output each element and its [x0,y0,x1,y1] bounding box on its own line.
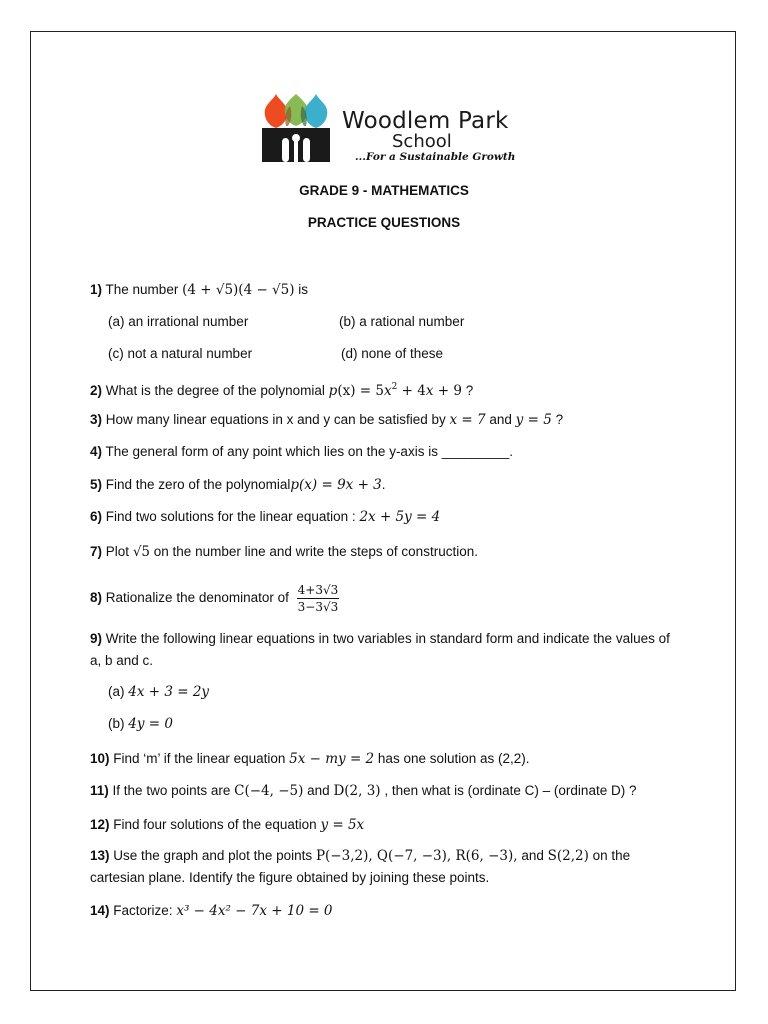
question-number: 9) [90,631,103,646]
question-number: 2) [90,383,103,398]
question-number: 4) [90,444,103,459]
option-d: (d) none of these [341,346,444,361]
math-expression: P(−3,2), Q(−7, −3), R(6, −3), [315,848,518,864]
grade-title: GRADE 9 - MATHEMATICS [299,183,469,198]
math-expression: √5 [132,544,151,560]
question-11 [90,780,680,802]
question-text: Find ‘m’ if the linear equation [113,751,286,766]
question-text: , then what is (ordinate C) – (ordinate D) ? [384,783,637,798]
question-9 [90,628,680,672]
question-text: Find the zero of the polynomial [105,477,291,492]
math-expression: (4 + √5)(4 − √5) [182,282,295,298]
question-2 [90,376,680,402]
question-text: is [298,282,309,297]
math-expression: D(2, 3) [333,783,381,799]
question-6 [90,506,680,528]
question-1 [90,279,680,301]
question-number: 6) [90,509,103,524]
option-b: (b) a rational number [339,314,465,329]
question-text: Factorize: [113,903,173,918]
question-5 [90,474,680,496]
practice-title: PRACTICE QUESTIONS [307,215,461,230]
math-expression: 5x − my = 2 [289,751,375,767]
question-text: on the cartesian plane. Identify the figure obtained by joining these points. [90,848,631,885]
equation-b: (b) 4y = 0 [108,716,173,732]
question-text: and [307,783,330,798]
question-12 [90,814,680,836]
option-c: (c) not a natural number [108,346,253,361]
question-text: What is the degree of the polynomial [105,383,325,398]
school-tagline: ...For a Sustainable Growth [355,151,516,163]
question-text: Find four solutions of the equation [113,817,317,832]
question-text: Plot [105,544,130,559]
question-3 [90,409,680,431]
question-number: 7) [90,544,103,559]
question-number: 12) [90,817,110,832]
question-8 [90,580,680,616]
question-number: 8) [90,590,103,605]
question-text: and [521,848,544,863]
question-number: 5) [90,477,103,492]
option-a: (a) an irrational number [108,314,249,329]
fraction [297,582,340,615]
question-text: ? [465,383,474,398]
school-logo [262,94,522,166]
question-7 [90,541,680,563]
school-logo-icon [262,94,334,162]
question-4 [90,441,680,463]
question-text: Use the graph and plot the points [113,848,313,863]
equation-a: (a) 4x + 3 = 2y [108,684,210,700]
math-expression: $p(x) = 5x^2 + 4x + 9$ [328,382,462,399]
question-number: 1) [90,282,103,297]
math-expression: 2x + 5y = 4 [359,509,441,525]
question-text: Rationalize the denominator of [105,590,289,605]
question-10 [90,748,680,770]
question-number: 13) [90,848,110,863]
fraction-denominator: 3−3√3 [297,599,339,614]
school-sub: School [392,131,452,152]
question-text: Write the following linear equations in two variables in standard form and indicate the values of a, b and c. [90,631,670,668]
math-expression: p(x) = 9x + 3 [290,477,382,493]
fraction-numerator: 4+3√3 [297,582,339,597]
question-number: 11) [90,783,109,798]
math-expression: y = 5x [320,817,365,833]
question-text: on the number line and write the steps of construction. [153,544,478,559]
question-text: The number [105,282,179,297]
question-number: 10) [90,751,110,766]
question-text: ? [555,412,564,427]
question-14 [90,900,680,922]
question-13 [90,845,680,889]
question-text: and [489,412,512,427]
question-number: 3) [90,412,103,427]
question-text: Find two solutions for the linear equation : [105,509,356,524]
question-text: . [381,477,386,492]
question-number: 14) [90,903,110,918]
math-expression: S(2,2) [547,848,589,864]
math-expression: x³ − 4x² − 7x + 10 = 0 [176,903,333,919]
school-name: Woodlem Park [342,108,509,134]
math-expression: y = 5 [515,412,552,428]
question-text: The general form of any point which lies on the y-axis is _________. [105,444,514,459]
math-expression: C(−4, −5) [234,783,304,799]
question-text: How many linear equations in x and y can be satisfied by [105,412,446,427]
question-text: If the two points are [112,783,231,798]
question-text: has one solution as (2,2). [377,751,530,766]
math-expression: x = 7 [449,412,486,428]
